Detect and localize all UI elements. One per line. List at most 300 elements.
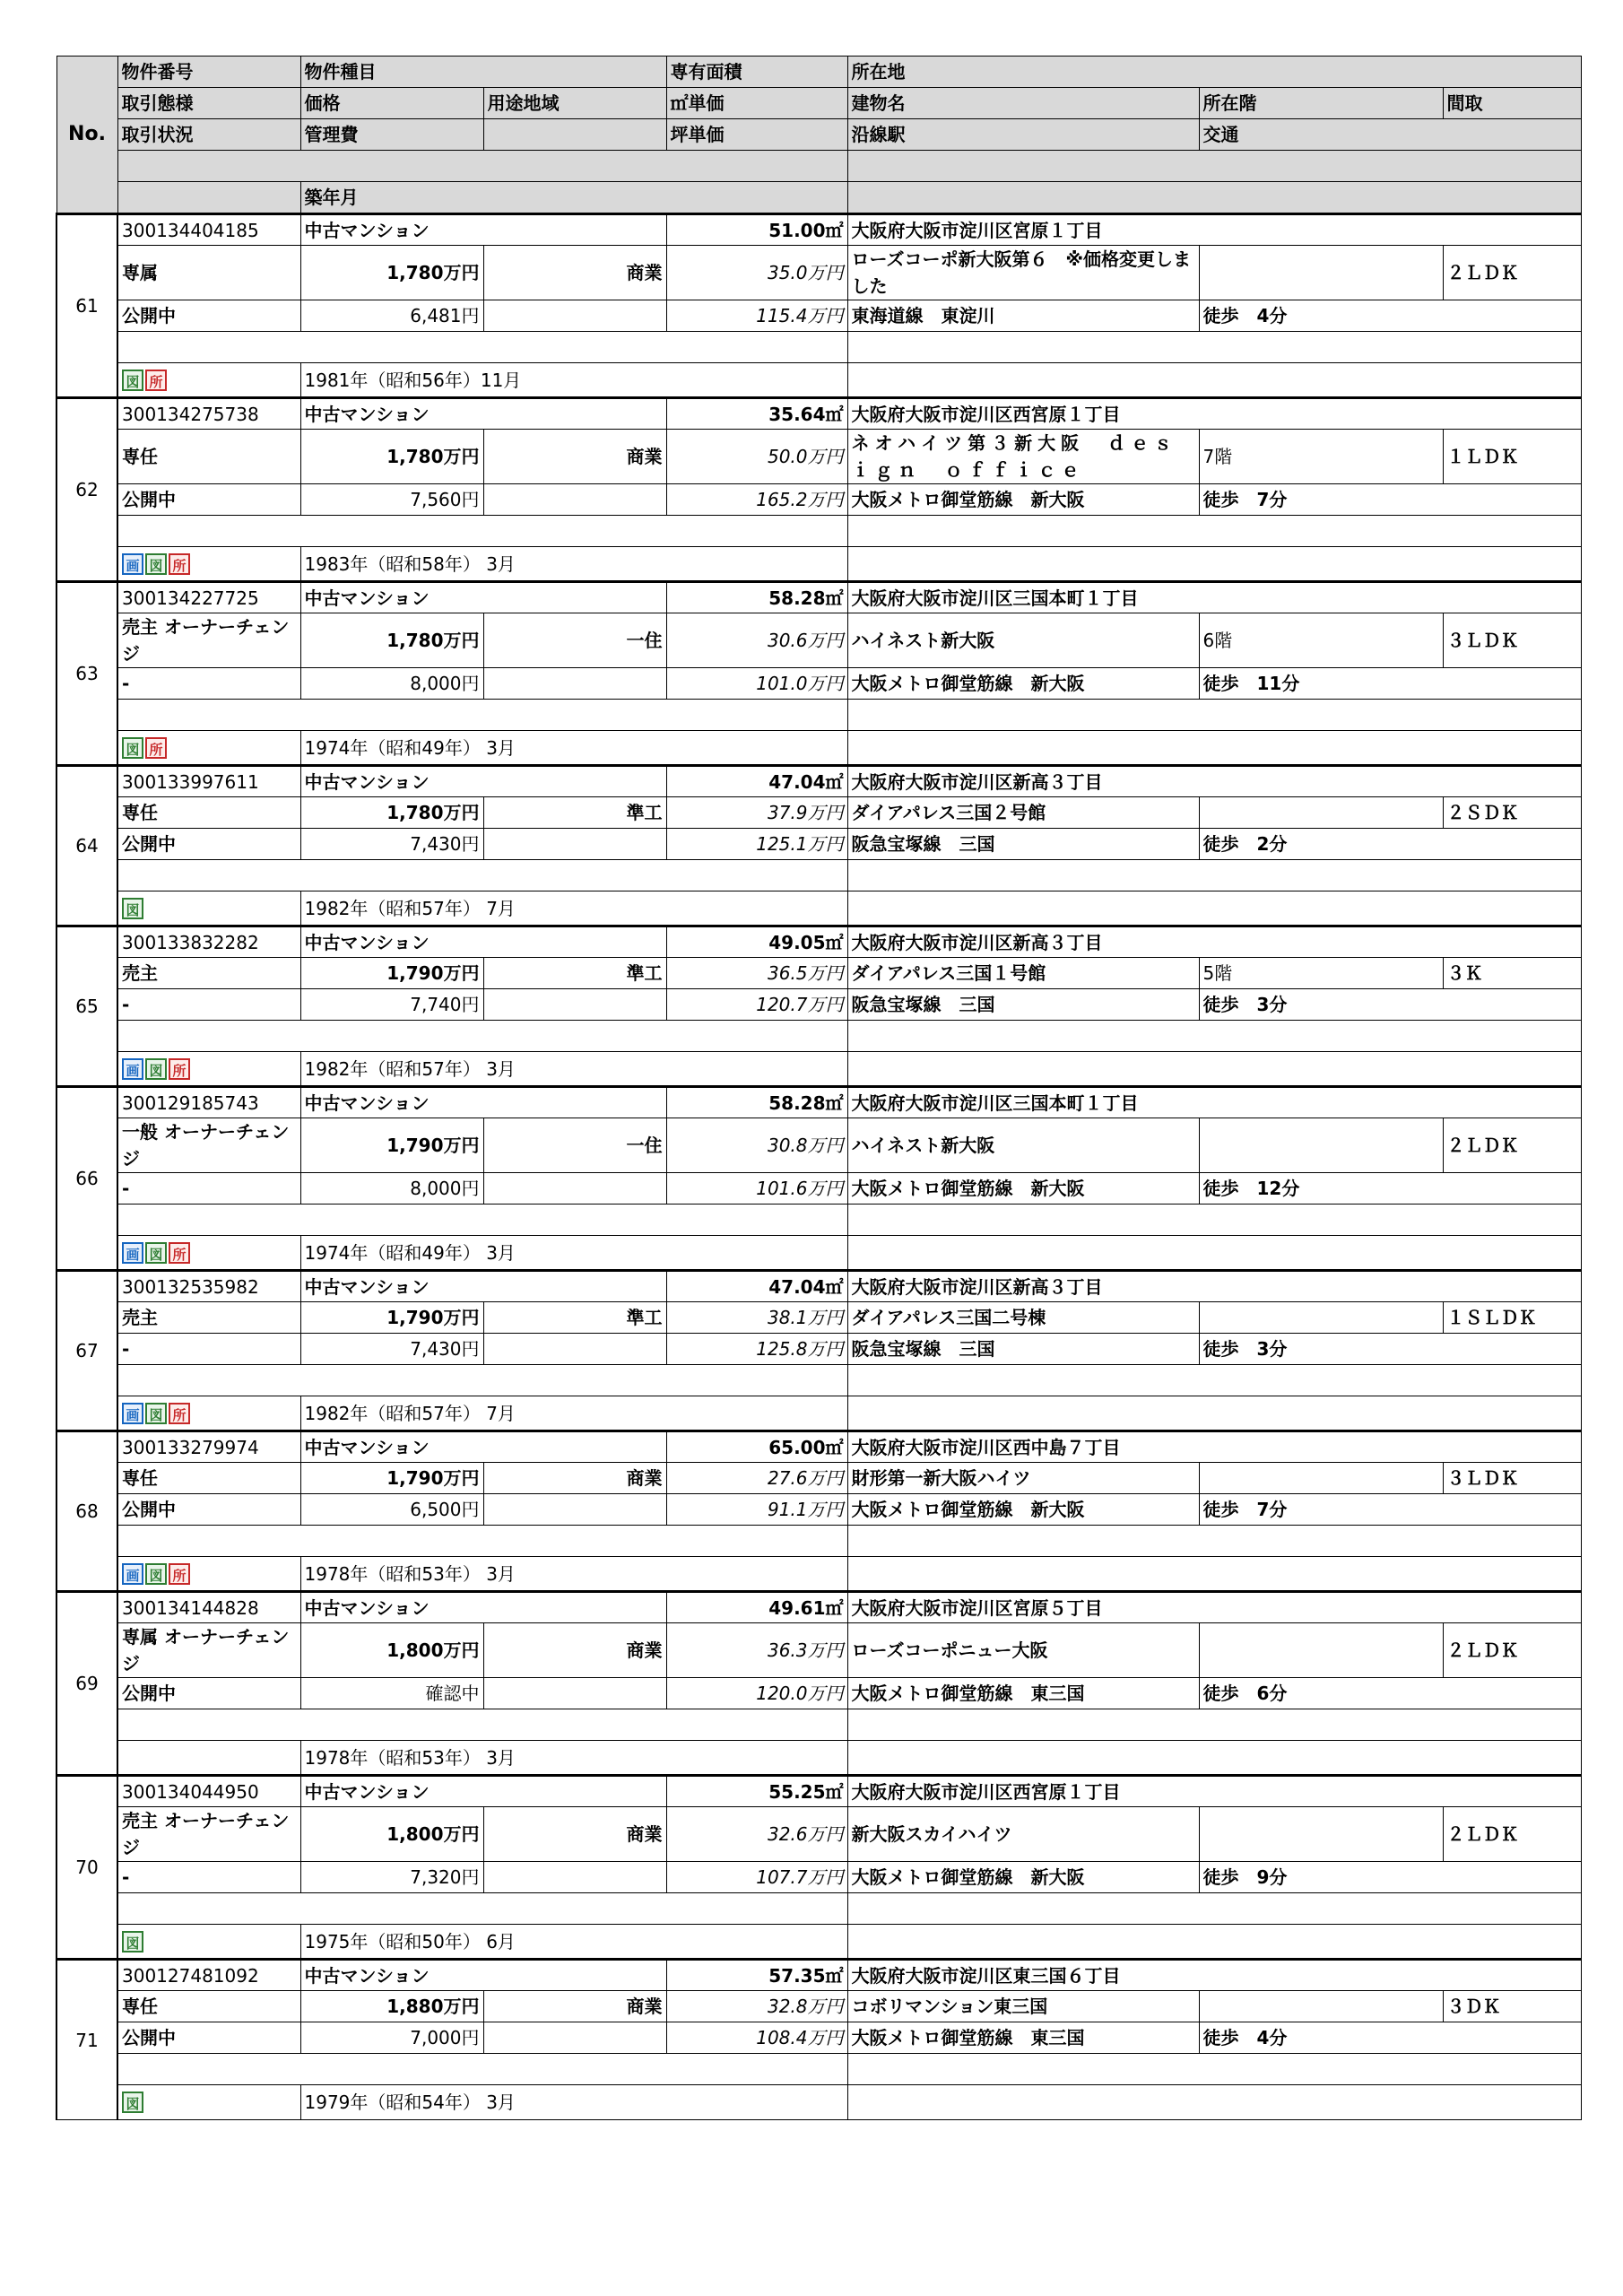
listing-row-fee: [56, 1494, 1581, 1526]
listing-row-built: [56, 731, 1581, 766]
blank-row-right: [847, 1526, 1581, 1557]
listing-row-built: [56, 1557, 1581, 1592]
zoning: 一住: [483, 613, 666, 668]
management-fee: 7,560円: [300, 484, 483, 516]
blank-row: [117, 1893, 847, 1925]
status: 公開中: [117, 1678, 300, 1709]
header-floor: 所在階: [1199, 88, 1443, 119]
line-station: 大阪メトロ御堂筋線 新大阪: [847, 1494, 1199, 1526]
area: 65.00㎡: [666, 1431, 847, 1463]
sho-icon[interactable]: 所: [169, 553, 190, 575]
listing-no: 63: [56, 582, 117, 766]
listing-row-built: [56, 363, 1581, 398]
blank-cell-right: [847, 1396, 1581, 1431]
blank-cell: [483, 989, 666, 1021]
listing-row-blank: [56, 516, 1581, 547]
built-date: 1974年（昭和49年） 3月: [300, 731, 847, 766]
listing-row-fee: [56, 1173, 1581, 1205]
tsubo-price: 108.4万円: [666, 2022, 847, 2054]
status: 公開中: [117, 484, 300, 516]
zu-icon[interactable]: 図: [145, 553, 167, 575]
area: 58.28㎡: [666, 1087, 847, 1118]
header-building: 建物名: [847, 88, 1199, 119]
blank-cell-right: [847, 363, 1581, 398]
blank-row-right: [847, 1205, 1581, 1236]
price: 1,780万円: [300, 430, 483, 484]
listing-row-blank: [56, 1365, 1581, 1396]
listing-row-built: [56, 1052, 1581, 1087]
sho-icon[interactable]: 所: [145, 737, 167, 759]
header-property-id: 物件番号: [117, 57, 300, 88]
listing-row-fee: [56, 829, 1581, 860]
layout: ３ＬＤＫ: [1443, 613, 1581, 668]
blank-row: [117, 2054, 847, 2085]
listing-row-fee: [56, 484, 1581, 516]
floor: 5階: [1199, 958, 1443, 989]
building-name: 財形第一新大阪ハイツ: [847, 1463, 1199, 1494]
listing-no: 62: [56, 398, 117, 582]
sqm-price: 27.6万円: [666, 1463, 847, 1494]
header-row-3: [56, 119, 1581, 151]
header-blank-cell: [117, 182, 300, 214]
listing-no: 65: [56, 926, 117, 1087]
ga-icon[interactable]: 画: [122, 553, 143, 575]
area: 58.28㎡: [666, 582, 847, 613]
feature-icons: [117, 1557, 300, 1592]
blank-cell-right: [847, 1557, 1581, 1592]
listing-sheet: [56, 56, 1580, 2120]
blank-cell-right: [847, 547, 1581, 582]
floor: [1199, 246, 1443, 300]
price: 1,790万円: [300, 1302, 483, 1334]
blank-cell-right: [847, 891, 1581, 926]
zu-icon[interactable]: 図: [145, 1058, 167, 1080]
blank-cell: [483, 1173, 666, 1205]
building-name: ダイアパレス三国１号館: [847, 958, 1199, 989]
property-id: 300127481092: [117, 1960, 300, 1991]
line-station: 大阪メトロ御堂筋線 新大阪: [847, 484, 1199, 516]
blank-cell: [483, 2022, 666, 2054]
zoning: 準工: [483, 958, 666, 989]
listing-row-built: [56, 1236, 1581, 1271]
built-date: 1982年（昭和57年） 7月: [300, 891, 847, 926]
listing-row-blank: [56, 1021, 1581, 1052]
address: 大阪府大阪市淀川区新高３丁目: [847, 1271, 1581, 1302]
sho-icon[interactable]: 所: [169, 1058, 190, 1080]
access: 徒歩 3分: [1199, 989, 1581, 1021]
line-station: 阪急宝塚線 三国: [847, 1334, 1199, 1365]
status: -: [117, 1173, 300, 1205]
ga-icon[interactable]: 画: [122, 1242, 143, 1264]
blank-row: [117, 1365, 847, 1396]
price: 1,800万円: [300, 1623, 483, 1678]
layout: ２ＬＤＫ: [1443, 1623, 1581, 1678]
status: 公開中: [117, 829, 300, 860]
zoning: 準工: [483, 797, 666, 829]
property-id: 300134144828: [117, 1592, 300, 1623]
header-blank-row-right: [847, 151, 1581, 182]
zoning: 商業: [483, 1991, 666, 2022]
layout: ２ＬＤＫ: [1443, 246, 1581, 300]
building-name: コボリマンション東三国: [847, 1991, 1199, 2022]
listing-row-price: [56, 1118, 1581, 1173]
access: 徒歩 7分: [1199, 484, 1581, 516]
address: 大阪府大阪市淀川区新高３丁目: [847, 766, 1581, 797]
price: 1,790万円: [300, 958, 483, 989]
built-date: 1982年（昭和57年） 3月: [300, 1052, 847, 1087]
management-fee: 7,740円: [300, 989, 483, 1021]
listing-row-price: [56, 246, 1581, 300]
property-type: 中古マンション: [300, 582, 666, 613]
blank-row: [117, 516, 847, 547]
listing-row-blank: [56, 1526, 1581, 1557]
sho-icon[interactable]: 所: [169, 1563, 190, 1585]
header-sqm-price: ㎡単価: [666, 88, 847, 119]
property-id: 300133997611: [117, 766, 300, 797]
property-id: 300132535982: [117, 1271, 300, 1302]
deal-type: 専任: [117, 1991, 300, 2022]
blank-cell-right: [847, 731, 1581, 766]
listing-row-price: [56, 430, 1581, 484]
header-price: 価格: [300, 88, 483, 119]
listing-row-fee: [56, 668, 1581, 700]
feature-icons: [117, 1925, 300, 1960]
header-tsubo-price: 坪単価: [666, 119, 847, 151]
blank-cell-right: [847, 1741, 1581, 1776]
address: 大阪府大阪市淀川区新高３丁目: [847, 926, 1581, 958]
header-row-1: [56, 57, 1581, 88]
deal-type: 専属: [117, 246, 300, 300]
listing-row-main: [56, 1431, 1581, 1463]
access: 徒歩 11分: [1199, 668, 1581, 700]
listing-row-blank: [56, 1709, 1581, 1741]
property-type: 中古マンション: [300, 766, 666, 797]
listing-row-fee: [56, 989, 1581, 1021]
management-fee: 7,430円: [300, 1334, 483, 1365]
blank-cell-right: [847, 2085, 1581, 2120]
listing-table: [56, 56, 1582, 2120]
blank-cell: [483, 1678, 666, 1709]
status: 公開中: [117, 2022, 300, 2054]
listing-row-main: [56, 766, 1581, 797]
zu-icon[interactable]: 図: [122, 2092, 143, 2113]
sqm-price: 30.6万円: [666, 613, 847, 668]
feature-icons: [117, 547, 300, 582]
access: 徒歩 9分: [1199, 1862, 1581, 1893]
access: 徒歩 12分: [1199, 1173, 1581, 1205]
status: -: [117, 1862, 300, 1893]
building-name: ダイアパレス三国２号館: [847, 797, 1199, 829]
price: 1,780万円: [300, 246, 483, 300]
header-blank: [483, 119, 666, 151]
listing-row-main: [56, 1960, 1581, 1991]
listing-row-fee: [56, 300, 1581, 332]
blank-cell: [483, 1862, 666, 1893]
zu-icon[interactable]: 図: [122, 737, 143, 759]
blank-row: [117, 332, 847, 363]
area: 55.25㎡: [666, 1776, 847, 1807]
floor: [1199, 1991, 1443, 2022]
header-address: 所在地: [847, 57, 1581, 88]
deal-type: 専属 オーナーチェンジ: [117, 1623, 300, 1678]
area: 35.64㎡: [666, 398, 847, 430]
zu-icon[interactable]: 図: [122, 1931, 143, 1952]
sqm-price: 32.6万円: [666, 1807, 847, 1862]
feature-icons: [117, 363, 300, 398]
listing-no: 66: [56, 1087, 117, 1271]
built-date: 1982年（昭和57年） 7月: [300, 1396, 847, 1431]
property-type: 中古マンション: [300, 214, 666, 246]
line-station: 大阪メトロ御堂筋線 新大阪: [847, 1173, 1199, 1205]
blank-row-right: [847, 1021, 1581, 1052]
address: 大阪府大阪市淀川区西宮原１丁目: [847, 398, 1581, 430]
blank-cell-right: [847, 1925, 1581, 1960]
layout: ２ＬＤＫ: [1443, 1118, 1581, 1173]
listing-no: 70: [56, 1776, 117, 1960]
listing-row-blank: [56, 1205, 1581, 1236]
listing-no: 61: [56, 214, 117, 398]
zu-icon[interactable]: 図: [145, 1242, 167, 1264]
building-name: 新大阪スカイハイツ: [847, 1807, 1199, 1862]
sqm-price: 35.0万円: [666, 246, 847, 300]
access: 徒歩 2分: [1199, 829, 1581, 860]
sqm-price: 38.1万円: [666, 1302, 847, 1334]
listing-row-main: [56, 926, 1581, 958]
listing-no: 71: [56, 1960, 117, 2120]
listing-row-fee: [56, 2022, 1581, 2054]
zoning: 商業: [483, 1623, 666, 1678]
listing-row-price: [56, 1302, 1581, 1334]
feature-icons: [117, 1052, 300, 1087]
sho-icon[interactable]: 所: [145, 370, 167, 391]
listing-row-main: [56, 1087, 1581, 1118]
blank-cell: [483, 829, 666, 860]
blank-row-right: [847, 860, 1581, 891]
sqm-price: 30.8万円: [666, 1118, 847, 1173]
ga-icon[interactable]: 画: [122, 1058, 143, 1080]
area: 47.04㎡: [666, 1271, 847, 1302]
tsubo-price: 107.7万円: [666, 1862, 847, 1893]
blank-row: [117, 700, 847, 731]
header-blank-row: [117, 151, 847, 182]
built-date: 1978年（昭和53年） 3月: [300, 1557, 847, 1592]
property-id: 300129185743: [117, 1087, 300, 1118]
floor: [1199, 797, 1443, 829]
floor: [1199, 1463, 1443, 1494]
line-station: 阪急宝塚線 三国: [847, 989, 1199, 1021]
layout: ２ＬＤＫ: [1443, 1807, 1581, 1862]
building-name: ハイネスト新大阪: [847, 1118, 1199, 1173]
layout: ３Ｋ: [1443, 958, 1581, 989]
header-access: 交通: [1199, 119, 1581, 151]
blank-cell-right: [847, 1052, 1581, 1087]
area: 57.35㎡: [666, 1960, 847, 1991]
blank-cell: [483, 1334, 666, 1365]
status: -: [117, 1334, 300, 1365]
listing-row-built: [56, 1741, 1581, 1776]
zu-icon[interactable]: 図: [145, 1403, 167, 1424]
deal-type: 専任: [117, 1463, 300, 1494]
sho-icon[interactable]: 所: [169, 1403, 190, 1424]
listing-no: 69: [56, 1592, 117, 1776]
access: 徒歩 4分: [1199, 300, 1581, 332]
floor: [1199, 1807, 1443, 1862]
building-name: ローズコーポニュー大阪: [847, 1623, 1199, 1678]
property-id: 300133832282: [117, 926, 300, 958]
listing-no: 64: [56, 766, 117, 926]
address: 大阪府大阪市淀川区宮原１丁目: [847, 214, 1581, 246]
listing-row-main: [56, 1271, 1581, 1302]
tsubo-price: 101.0万円: [666, 668, 847, 700]
blank-cell-right: [847, 1236, 1581, 1271]
feature-icons: [117, 731, 300, 766]
listing-row-main: [56, 1776, 1581, 1807]
price: 1,790万円: [300, 1118, 483, 1173]
header-line: 沿線駅: [847, 119, 1199, 151]
built-date: 1975年（昭和50年） 6月: [300, 1925, 847, 1960]
blank-row: [117, 1205, 847, 1236]
property-id: 300134404185: [117, 214, 300, 246]
ga-icon[interactable]: 画: [122, 1403, 143, 1424]
tsubo-price: 91.1万円: [666, 1494, 847, 1526]
blank-cell: [483, 1494, 666, 1526]
access: 徒歩 6分: [1199, 1678, 1581, 1709]
management-fee: 8,000円: [300, 1173, 483, 1205]
status: 公開中: [117, 300, 300, 332]
property-id: 300133279974: [117, 1431, 300, 1463]
line-station: 阪急宝塚線 三国: [847, 829, 1199, 860]
zoning: 商業: [483, 246, 666, 300]
price: 1,780万円: [300, 797, 483, 829]
layout: １ＳＬＤＫ: [1443, 1302, 1581, 1334]
line-station: 大阪メトロ御堂筋線 東三国: [847, 1678, 1199, 1709]
listing-row-main: [56, 1592, 1581, 1623]
feature-icons: [117, 1396, 300, 1431]
listing-row-main: [56, 582, 1581, 613]
built-date: 1974年（昭和49年） 3月: [300, 1236, 847, 1271]
ga-icon[interactable]: 画: [122, 1563, 143, 1585]
tsubo-price: 125.1万円: [666, 829, 847, 860]
management-fee: 7,320円: [300, 1862, 483, 1893]
layout: ３ＬＤＫ: [1443, 1463, 1581, 1494]
line-station: 大阪メトロ御堂筋線 新大阪: [847, 1862, 1199, 1893]
property-type: 中古マンション: [300, 926, 666, 958]
blank-row: [117, 860, 847, 891]
blank-cell: [483, 300, 666, 332]
address: 大阪府大阪市淀川区西中島７丁目: [847, 1431, 1581, 1463]
sqm-price: 36.5万円: [666, 958, 847, 989]
sqm-price: 37.9万円: [666, 797, 847, 829]
tsubo-price: 125.8万円: [666, 1334, 847, 1365]
zoning: 商業: [483, 1807, 666, 1862]
price: 1,790万円: [300, 1463, 483, 1494]
tsubo-price: 115.4万円: [666, 300, 847, 332]
listing-no: 67: [56, 1271, 117, 1431]
listing-row-main: [56, 214, 1581, 246]
sqm-price: 36.3万円: [666, 1623, 847, 1678]
layout: ２ＳＤＫ: [1443, 797, 1581, 829]
listing-row-fee: [56, 1862, 1581, 1893]
header-fee: 管理費: [300, 119, 483, 151]
listing-row-blank: [56, 1893, 1581, 1925]
blank-row: [117, 1021, 847, 1052]
header-built: 築年月: [300, 182, 847, 214]
listing-row-price: [56, 1991, 1581, 2022]
built-date: 1983年（昭和58年） 3月: [300, 547, 847, 582]
listing-row-price: [56, 958, 1581, 989]
feature-icons: [117, 1741, 300, 1776]
property-type: 中古マンション: [300, 1431, 666, 1463]
zu-icon[interactable]: 図: [122, 898, 143, 919]
management-fee: 6,500円: [300, 1494, 483, 1526]
feature-icons: [117, 1236, 300, 1271]
deal-type: 売主 オーナーチェンジ: [117, 613, 300, 668]
area: 47.04㎡: [666, 766, 847, 797]
listing-row-price: [56, 797, 1581, 829]
line-station: 大阪メトロ御堂筋線 東三国: [847, 2022, 1199, 2054]
property-type: 中古マンション: [300, 398, 666, 430]
zu-icon[interactable]: 図: [122, 370, 143, 391]
listing-row-built: [56, 547, 1581, 582]
address: 大阪府大阪市淀川区三国本町１丁目: [847, 582, 1581, 613]
listing-row-built: [56, 1396, 1581, 1431]
blank-row: [117, 1526, 847, 1557]
header-area: 専有面積: [666, 57, 847, 88]
management-fee: 6,481円: [300, 300, 483, 332]
zoning: 商業: [483, 1463, 666, 1494]
tsubo-price: 165.2万円: [666, 484, 847, 516]
listing-row-built: [56, 891, 1581, 926]
blank-row-right: [847, 1893, 1581, 1925]
price: 1,800万円: [300, 1807, 483, 1862]
blank-row-right: [847, 700, 1581, 731]
deal-type: 売主 オーナーチェンジ: [117, 1807, 300, 1862]
area: 49.05㎡: [666, 926, 847, 958]
deal-type: 売主: [117, 958, 300, 989]
built-date: 1979年（昭和54年） 3月: [300, 2085, 847, 2120]
listing-row-blank: [56, 332, 1581, 363]
property-type: 中古マンション: [300, 1776, 666, 1807]
tsubo-price: 101.6万円: [666, 1173, 847, 1205]
built-date: 1978年（昭和53年） 3月: [300, 1741, 847, 1776]
header-property-type: 物件種目: [300, 57, 666, 88]
deal-type: 専任: [117, 430, 300, 484]
listing-row-price: [56, 1623, 1581, 1678]
tsubo-price: 120.0万円: [666, 1678, 847, 1709]
management-fee: 7,430円: [300, 829, 483, 860]
listing-no: 68: [56, 1431, 117, 1592]
property-type: 中古マンション: [300, 1592, 666, 1623]
status: -: [117, 989, 300, 1021]
listing-row-blank: [56, 2054, 1581, 2085]
header-row-4: [56, 151, 1581, 182]
sho-icon[interactable]: 所: [169, 1242, 190, 1264]
address: 大阪府大阪市淀川区東三国６丁目: [847, 1960, 1581, 1991]
blank-cell: [483, 668, 666, 700]
property-type: 中古マンション: [300, 1271, 666, 1302]
area: 51.00㎡: [666, 214, 847, 246]
listing-row-fee: [56, 1678, 1581, 1709]
layout: ３ＤＫ: [1443, 1991, 1581, 2022]
blank-row-right: [847, 332, 1581, 363]
header-blank-cell-right: [847, 182, 1581, 214]
blank-cell: [483, 484, 666, 516]
tsubo-price: 120.7万円: [666, 989, 847, 1021]
zu-icon[interactable]: 図: [145, 1563, 167, 1585]
sqm-price: 50.0万円: [666, 430, 847, 484]
line-station: 大阪メトロ御堂筋線 新大阪: [847, 668, 1199, 700]
listing-row-price: [56, 613, 1581, 668]
